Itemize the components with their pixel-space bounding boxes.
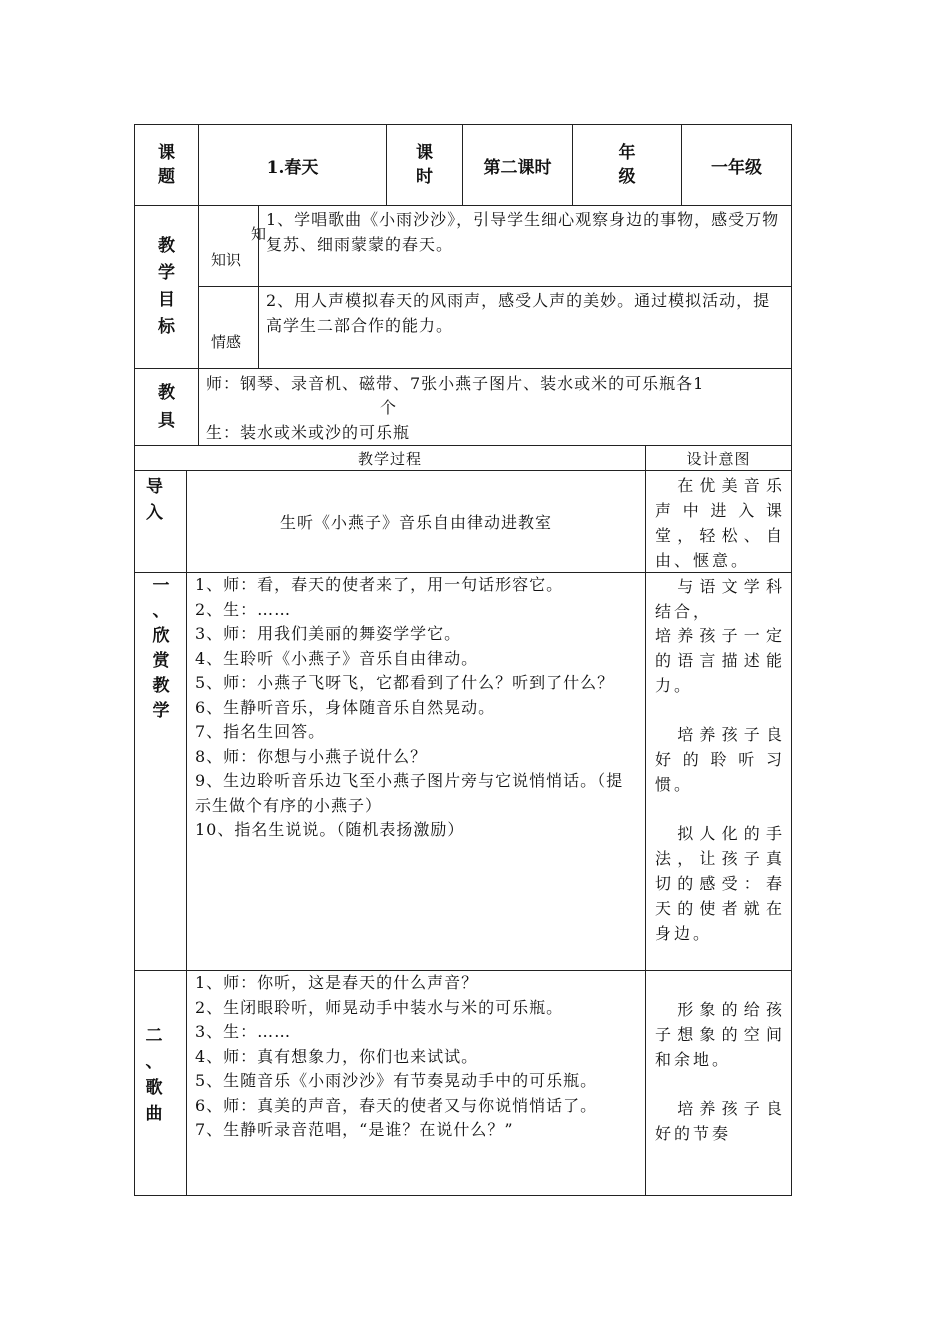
section2-intent-1: 形象的给孩子想象的空间和余地。 xyxy=(655,1000,785,1069)
grade-value: 一年级 xyxy=(711,157,762,178)
process-header: 教学过程 xyxy=(357,449,422,468)
row-divider xyxy=(134,470,792,471)
section2-intent-2: 培养孩子良好的节奏 xyxy=(655,1099,785,1143)
goals-label: 教 学 目 标 xyxy=(158,236,175,337)
section1-label: 一 、 欣 赏 教 学 xyxy=(152,576,170,721)
step-item: 4、师：真有想象力，你们也来试试。 xyxy=(195,1046,479,1066)
knowledge-label: 知识 xyxy=(211,251,242,269)
intro-intent: 在优美音乐声中进入课堂，轻松、自由、惬意。 xyxy=(655,476,785,570)
step-item: 9、生边聆听音乐边飞至小燕子图片旁与它说悄悄话。（提示生做个有序的小燕子） xyxy=(195,771,624,815)
step-item: 2、生：…… xyxy=(195,599,292,619)
step-item: 7、指名生回答。 xyxy=(195,722,326,741)
row-divider xyxy=(134,205,792,206)
period-value: 第二课时 xyxy=(483,157,552,178)
knowledge-text: 1、学唱歌曲《小雨沙沙》，引导学生细心观察身边的事物，感受万物复苏、细雨蒙蒙的春天。 xyxy=(266,210,780,254)
section1-intent-2: 培养孩子一定的语言描述能力。 xyxy=(655,626,785,695)
emotion-text: 2、用人声模拟春天的风雨声，感受人声的美妙。通过模拟活动，提高学生二部合作的能力。 xyxy=(266,291,771,335)
grade-label: 年 级 xyxy=(618,143,636,187)
section1-intent-3: 培养孩子良好的聆听习惯。 xyxy=(655,725,785,794)
border-right xyxy=(791,124,792,1196)
emotion-label: 情感 xyxy=(211,333,242,351)
step-item: 4、生聆听《小燕子》音乐自由律动。 xyxy=(195,648,479,668)
step-item: 5、生随音乐《小雨沙沙》有节奏晃动手中的可乐瓶。 xyxy=(195,1071,598,1090)
step-item: 1、师：你听，这是春天的什么声音？ xyxy=(195,973,479,992)
row-divider xyxy=(134,368,792,369)
period-label: 课 时 xyxy=(416,143,433,187)
section1-steps xyxy=(195,573,640,843)
section2-steps xyxy=(195,971,640,1143)
step-item: 6、师：真美的声音，春天的使者又与你说悄悄话了。 xyxy=(195,1095,598,1115)
tools-teacher-cont: 个 xyxy=(380,398,398,417)
step-item: 1、师：看，春天的使者来了，用一句话形容它。 xyxy=(195,575,564,594)
step-item: 3、师：用我们美丽的舞姿学学它。 xyxy=(195,624,462,643)
step-item: 8、师：你想与小燕子说什么？ xyxy=(195,746,428,766)
step-item: 7、生静听录音范唱，“是谁？在说什么？” xyxy=(195,1120,514,1139)
section1-intent-4: 拟人化的手法，让孩子真切的感受：春天的使者就在身边。 xyxy=(655,824,785,943)
knowledge-fragment: 知 xyxy=(251,225,267,243)
intro-label: 导 入 xyxy=(146,477,163,523)
row-divider xyxy=(198,286,792,287)
section2-label: 二 、 歌 曲 xyxy=(145,1026,163,1124)
col-divider xyxy=(186,470,187,1196)
tools-label: 教 具 xyxy=(158,383,175,431)
course-label: 课 题 xyxy=(158,143,175,187)
step-item: 2、生闭眼聆听，师晃动手中装水与米的可乐瓶。 xyxy=(195,997,564,1017)
course-title: 1.春天 xyxy=(266,157,319,178)
intent-header: 设计意图 xyxy=(686,449,751,468)
section1-intent-1: 与语文学科结合， xyxy=(655,577,785,621)
border-bottom xyxy=(134,1195,792,1196)
step-item: 3、生：…… xyxy=(195,1022,292,1041)
step-item: 6、生静听音乐，身体随音乐自然晃动。 xyxy=(195,697,496,717)
col-divider xyxy=(645,445,646,1196)
step-item: 5、师：小燕子飞呀飞，它都看到了什么？听到了什么？ xyxy=(195,673,615,692)
intro-text: 生听《小燕子》音乐自由律动进教室 xyxy=(279,512,552,532)
tools-teacher: 师：钢琴、录音机、磁带、7张小燕子图片、装水或米的可乐瓶各1 xyxy=(206,374,705,393)
step-item: 10、指名生说说。（随机表扬激励） xyxy=(195,820,465,839)
tools-student: 生：装水或米或沙的可乐瓶 xyxy=(206,423,411,442)
